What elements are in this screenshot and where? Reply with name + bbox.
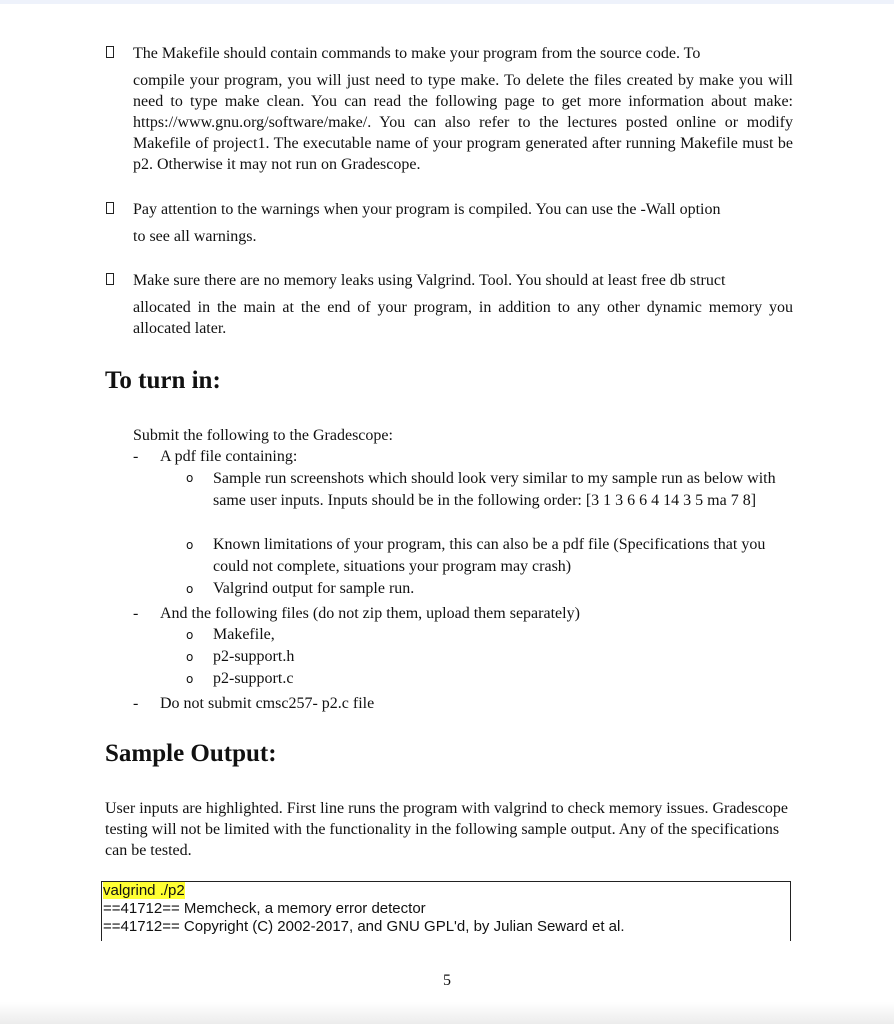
- files-label: And the following files (do not zip them, upload them separately): [160, 605, 580, 622]
- pdf-label: A pdf file containing:: [160, 448, 298, 465]
- checkbox-glyph-icon: [106, 202, 114, 214]
- no-submit-note: Do not submit cmsc257- p2.c file: [160, 695, 375, 712]
- requirement-body: to see all warnings.: [133, 228, 257, 245]
- circle-bullet-icon: o: [186, 471, 194, 485]
- code-line: ==41712== Copyright (C) 2002-2017, and GNU GPL'd, by Julian Seward et al.: [103, 918, 625, 935]
- top-edge: [0, 0, 894, 4]
- pdf-item: Valgrind output for sample run.: [213, 580, 415, 597]
- dash-icon: -: [133, 448, 139, 465]
- circle-bullet-icon: o: [186, 538, 194, 552]
- circle-bullet-icon: o: [186, 582, 194, 596]
- dash-icon: -: [133, 605, 139, 622]
- circle-bullet-icon: o: [186, 628, 194, 642]
- page-number: 5: [443, 972, 451, 989]
- requirement-first-line: The Makefile should contain commands to make your program from the source code. To: [133, 45, 701, 62]
- bottom-edge: [0, 1002, 894, 1024]
- pdf-item: Sample run screenshots which should look very similar to my sample run as below with same user inputs. Inputs should be in the following order: [3 1 3 6 6 4 14 3 5 ma 7 8]: [213, 470, 776, 509]
- code-output-box: [101, 881, 791, 941]
- file-item: p2-support.h: [213, 648, 295, 665]
- requirement-first-line: Pay attention to the warnings when your program is compiled. You can use the -Wall option: [133, 201, 721, 218]
- file-item: Makefile,: [213, 626, 275, 643]
- checkbox-glyph-icon: [106, 46, 114, 58]
- requirement-warnings: [103, 199, 793, 249]
- turn-in-heading: To turn in:: [105, 367, 221, 394]
- turn-in-intro: Submit the following to the Gradescope:: [133, 427, 393, 444]
- requirement-first-line: Make sure there are no memory leaks using Valgrind. Tool. You should at least free db struct: [133, 272, 726, 289]
- requirement-valgrind: [103, 270, 793, 342]
- requirement-body: compile your program, you will just need to type make. To delete the files created by make you will need to type make clean. You can read the following page to get more information about make: https://www.gnu.org/software/make/. You can also refer to the lectures posted online or modify Makefile of project1. The executable name of your program generated after running Makefile must be p2. Otherwise it may not run on Gradescope.: [133, 72, 793, 173]
- checkbox-glyph-icon: [106, 273, 114, 285]
- dash-icon: -: [133, 695, 139, 712]
- user-input-highlight: valgrind ./p2: [103, 882, 185, 899]
- requirement-body: allocated in the main at the end of your program, in addition to any other dynamic memory you allocated later.: [133, 299, 793, 337]
- requirement-makefile: [103, 43, 793, 178]
- code-line: ==41712== Memcheck, a memory error detector: [103, 900, 426, 917]
- circle-bullet-icon: o: [186, 672, 194, 686]
- circle-bullet-icon: o: [186, 650, 194, 664]
- sample-output-paragraph: User inputs are highlighted. First line runs the program with valgrind to check memory issues. Gradescope testing will not be limited with the functionality in the following sample output. Any of the specifications can be tested.: [105, 800, 788, 859]
- pdf-item: Known limitations of your program, this can also be a pdf file (Specifications that you could not complete, situations your program may crash): [213, 536, 766, 575]
- file-item: p2-support.c: [213, 670, 294, 687]
- sample-output-heading: Sample Output:: [105, 740, 277, 767]
